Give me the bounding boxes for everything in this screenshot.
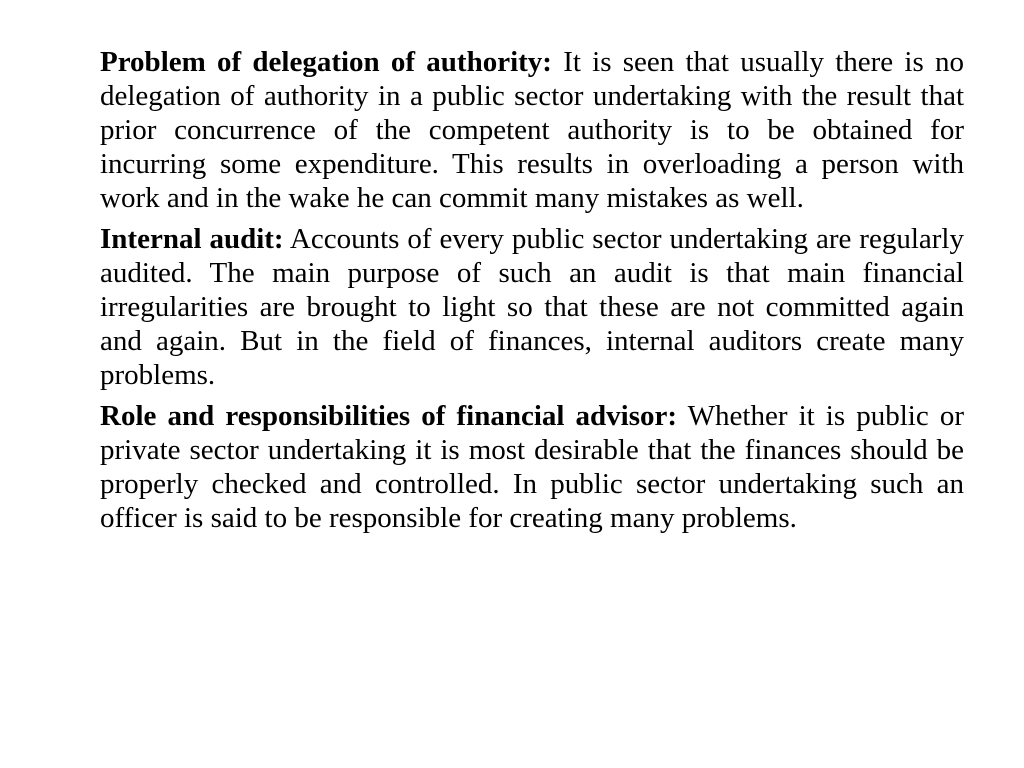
paragraph-heading: Problem of delegation of authority: xyxy=(100,46,552,78)
paragraph-internal-audit xyxy=(100,222,964,392)
paragraph-body: Accounts of every public sector undertaking are regularly audited. The main purpose of such an audit is that main financial irregularities are brought to light so that these are not committed again and again. But in the field of finances, internal auditors create many problems. xyxy=(100,223,964,391)
paragraph-delegation-of-authority xyxy=(100,45,964,215)
paragraph-body: It is seen that usually there is no delegation of authority in a public sector undertaking with the result that prior concurrence of the competent authority is to be obtained for incurring some expenditure. This results in overloading a person with work and in the wake he can commit many mistakes as well. xyxy=(100,46,964,214)
paragraph-body: Whether it is public or private sector undertaking it is most desirable that the finances should be properly checked and controlled. In public sector undertaking such an officer is said to be responsible for creating many problems. xyxy=(100,400,964,534)
paragraph-heading: Internal audit: xyxy=(100,223,284,255)
paragraph-financial-advisor xyxy=(100,399,964,535)
slide-content xyxy=(100,45,964,542)
paragraph-heading: Role and responsibilities of financial advisor: xyxy=(100,400,678,432)
